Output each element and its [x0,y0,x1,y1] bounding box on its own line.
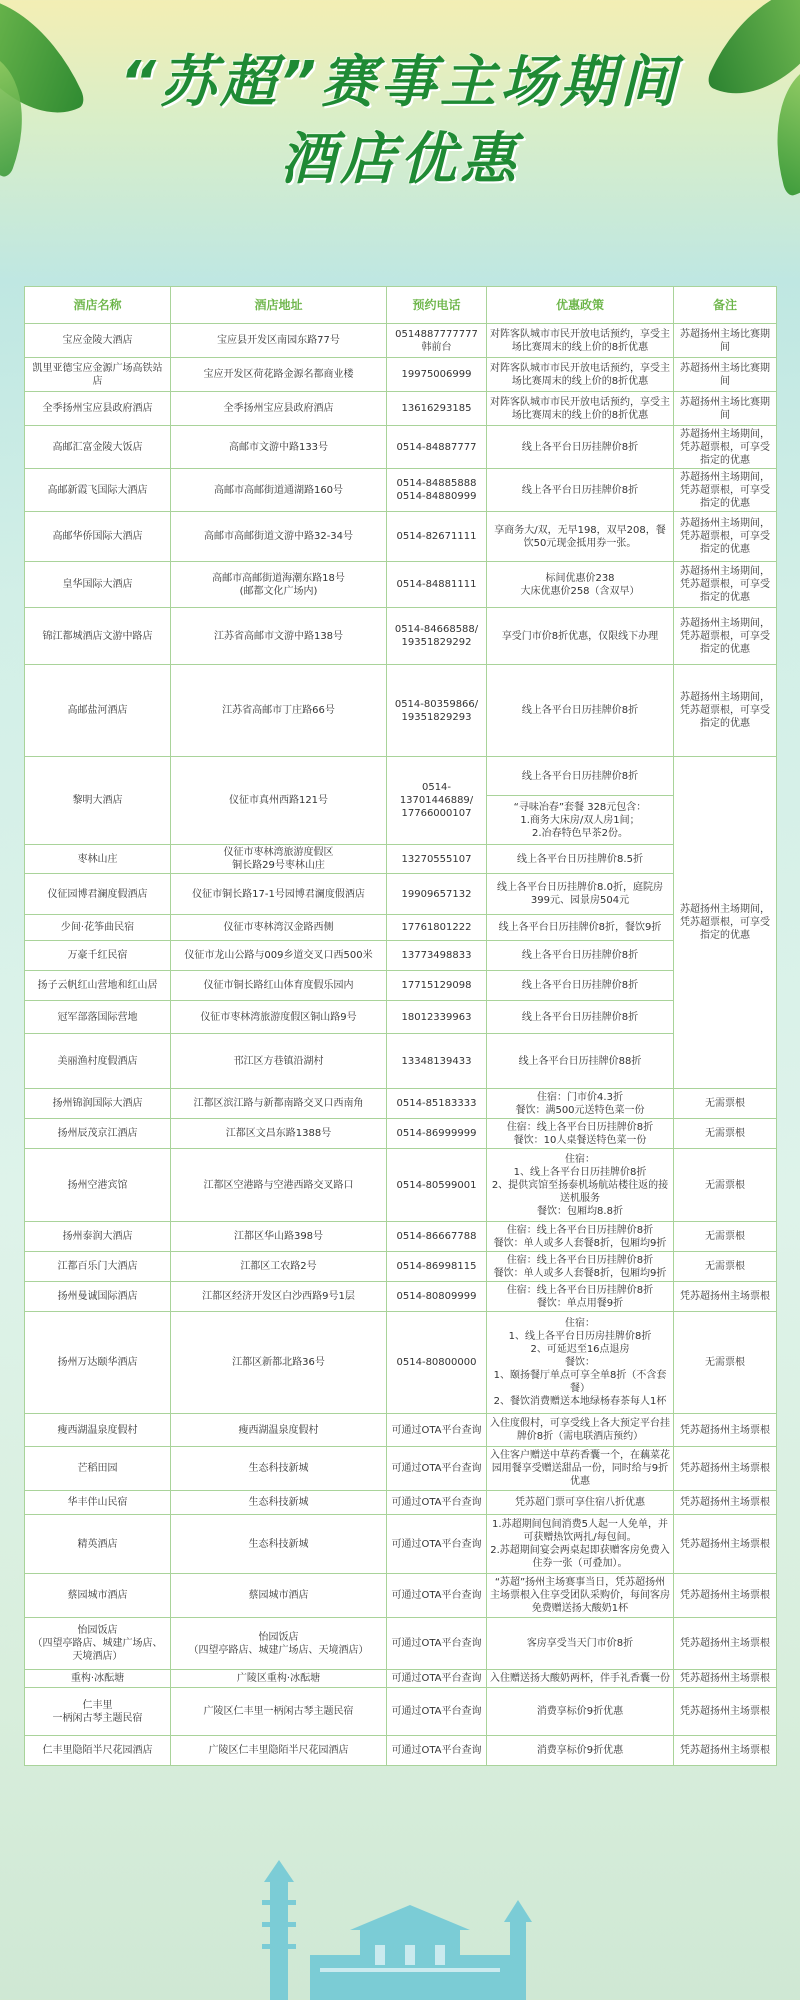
hotel-name: 扬州万达颐华酒店 [25,1312,171,1414]
hotel-phone: 0514-80359866/ 19351829293 [387,665,487,757]
table-row [25,1688,777,1736]
hotel-name: 美丽渔村度假酒店 [25,1034,171,1089]
hotel-phone: 0514-86998115 [387,1252,487,1282]
hotel-discount-table [24,286,777,1766]
hotel-name: 仪征园博君澜度假酒店 [25,874,171,915]
hotel-policy: 住宿：线上各平台日历挂牌价8折 餐饮：单人或多人套餐8折，包厢均9折 [487,1222,674,1252]
hotel-note: 苏超扬州主场比赛期间 [674,358,777,392]
table-row [25,1736,777,1766]
hotel-phone: 0514-84668588/ 19351829292 [387,608,487,665]
hotel-address: 仪征市铜长路17-1号园博君澜度假酒店 [171,874,387,915]
hotel-phone: 13616293185 [387,392,487,426]
hotel-name: 扬州泰润大酒店 [25,1222,171,1252]
hotel-phone: 0514-80800000 [387,1312,487,1414]
hotel-address: 蔡园城市酒店 [171,1574,387,1618]
slender-west-lake-building-illustration [250,1860,570,2000]
hotel-note: 无需票根 [674,1312,777,1414]
hotel-phone: 19909657132 [387,874,487,915]
hotel-note: 苏超扬州主场期间，凭苏超票根，可享受指定的优惠 [674,512,777,562]
hotel-phone: 0514- 13701446889/ 17766000107 [387,757,487,845]
hotel-address: 江都区空港路与空港西路交叉路口 [171,1149,387,1222]
hotel-address: 江都区文昌东路1388号 [171,1119,387,1149]
hotel-note: 凭苏超扬州主场票根 [674,1574,777,1618]
hotel-phone: 0514-84881111 [387,562,487,608]
table-row [25,1089,777,1119]
hotel-address: 高邮市高邮街道海潮东路18号 (邮都文化广场内) [171,562,387,608]
hotel-phone: 0514-80599001 [387,1149,487,1222]
table-row [25,1414,777,1447]
hotel-policy: 对阵客队城市市民开放电话预约，享受主场比赛周末的线上价的8折优惠 [487,358,674,392]
hotel-phone: 0514887777777 韩前台 [387,324,487,358]
hotel-policy: 线上各平台日历挂牌价8折 [487,757,674,796]
table-row [25,608,777,665]
table-row [25,1618,777,1670]
table-row [25,1119,777,1149]
hotel-policy: 线上各平台日历挂牌价8折 [487,941,674,971]
table-row [25,874,777,915]
hotel-phone: 19975006999 [387,358,487,392]
header-hotel-name: 酒店名称 [25,287,171,324]
hotel-phone: 可通过OTA平台查询 [387,1574,487,1618]
hotel-phone: 可通过OTA平台查询 [387,1515,487,1574]
hotel-policy: 1.苏超期间包间消费5人起一人免单，并可获赠热饮两扎/每包间。 2.苏超期间宴会两桌起即获赠客房免费入住券一张（可叠加）。 [487,1515,674,1574]
hotel-phone: 可通过OTA平台查询 [387,1447,487,1491]
hotel-address: 全季扬州宝应县政府酒店 [171,392,387,426]
hotel-policy: 线上各平台日历挂牌价8折 [487,971,674,1001]
hotel-name: 黎明大酒店 [25,757,171,845]
hotel-address: 仪征市真州西路121号 [171,757,387,845]
hotel-address: 宝应开发区荷花路金源名都商业楼 [171,358,387,392]
hotel-name: 仁丰里 一柄闲古琴主题民宿 [25,1688,171,1736]
table-row [25,941,777,971]
hotel-phone: 可通过OTA平台查询 [387,1414,487,1447]
hotel-policy: 消费享标价9折优惠 [487,1736,674,1766]
hotel-note: 凭苏超扬州主场票根 [674,1447,777,1491]
hotel-name: 高邮盐河酒店 [25,665,171,757]
hotel-phone: 13348139433 [387,1034,487,1089]
table-row [25,358,777,392]
header-phone: 预约电话 [387,287,487,324]
hotel-policy: 消费享标价9折优惠 [487,1688,674,1736]
hotel-note: 无需票根 [674,1149,777,1222]
hotel-note: 苏超扬州主场比赛期间 [674,392,777,426]
hotel-policy: 线上各平台日历挂牌价8折 [487,665,674,757]
table-row [25,915,777,941]
hotel-name: 高邮汇富金陵大饭店 [25,426,171,469]
hotel-policy: 入住赠送扬大酸奶两杯，伴手礼香囊一份 [487,1670,674,1688]
page-title-line2: 酒店优惠 [280,127,520,192]
table-row [25,1282,777,1312]
hotel-policy: 住宿：线上各平台日历挂牌价8折 餐饮：10人桌餐送特色菜一份 [487,1119,674,1149]
table-row [25,562,777,608]
table-row [25,1252,777,1282]
table-row [25,971,777,1001]
header-policy: 优惠政策 [487,287,674,324]
hotel-note: 凭苏超扬州主场票根 [674,1282,777,1312]
hotel-name: 少间·花筝曲民宿 [25,915,171,941]
hotel-policy: 凭苏超门票可享住宿八折优惠 [487,1491,674,1515]
hotel-address: 仪征市铜长路红山体育度假乐园内 [171,971,387,1001]
hotel-address: 江苏省高邮市丁庄路66号 [171,665,387,757]
hotel-name: 宝应金陵大酒店 [25,324,171,358]
hotel-phone: 0514-86999999 [387,1119,487,1149]
hotel-address: 仪征市龙山公路与009乡道交叉口西500米 [171,941,387,971]
hotel-name: 芒稻田园 [25,1447,171,1491]
hotel-phone: 可通过OTA平台查询 [387,1491,487,1515]
hotel-phone: 可通过OTA平台查询 [387,1670,487,1688]
hotel-policy: 线上各平台日历挂牌价8折，餐饮9折 [487,915,674,941]
hotel-phone: 17715129098 [387,971,487,1001]
table-row [25,1222,777,1252]
hotel-policy: 线上各平台日历挂牌价88折 [487,1034,674,1089]
hotel-address: 生态科技新城 [171,1447,387,1491]
hotel-name: 仁丰里隐陌半尺花园酒店 [25,1736,171,1766]
header-note: 备注 [674,287,777,324]
hotel-address: 江都区滨江路与新都南路交叉口西南角 [171,1089,387,1119]
hotel-name: 皇华国际大酒店 [25,562,171,608]
hotel-policy: 客房享受当天门市价8折 [487,1618,674,1670]
table-row [25,1670,777,1688]
hotel-note: 凭苏超扬州主场票根 [674,1491,777,1515]
hotel-policy: 住宿： 1、线上各平台日历挂牌价8折 2、提供宾馆至扬泰机场航站楼往返的接送机服务 餐饮：包厢均8.8折 [487,1149,674,1222]
table-row [25,1034,777,1089]
hotel-policy: 住宿：门市价4.3折 餐饮：满500元送特色菜一份 [487,1089,674,1119]
hotel-phone: 0514-82671111 [387,512,487,562]
hotel-name: 瘦西湖温泉度假村 [25,1414,171,1447]
table-row [25,1001,777,1034]
hotel-note: 凭苏超扬州主场票根 [674,1618,777,1670]
hotel-phone: 0514-85183333 [387,1089,487,1119]
hotel-name: 万豪千红民宿 [25,941,171,971]
hotel-phone: 17761801222 [387,915,487,941]
hotel-note: 苏超扬州主场期间，凭苏超票根，可享受指定的优惠 [674,562,777,608]
table-row [25,1515,777,1574]
hotel-address: 高邮市高邮街道通湖路160号 [171,469,387,512]
hotel-policy: 住宿：线上各平台日历挂牌价8折 餐饮：单人或多人套餐8折，包厢均9折 [487,1252,674,1282]
hotel-address: 仪征市枣林湾汉金路西侧 [171,915,387,941]
hotel-name: 高邮新霞飞国际大酒店 [25,469,171,512]
table-row [25,1312,777,1414]
table-row [25,845,777,874]
hotel-address: 邗江区方巷镇沿湖村 [171,1034,387,1089]
hotel-note: 无需票根 [674,1119,777,1149]
hotel-name: 重构·冰酝塘 [25,1670,171,1688]
hotel-note: 无需票根 [674,1089,777,1119]
table-row [25,1491,777,1515]
header-hotel-address: 酒店地址 [171,287,387,324]
hotel-name: 扬州辰茂京江酒店 [25,1119,171,1149]
hotel-policy: 线上各平台日历挂牌价8.5折 [487,845,674,874]
hotel-name: 精英酒店 [25,1515,171,1574]
hotel-policy: 入住客户赠送中草药香囊一个，在藕菜花园用餐享受赠送甜品一份，同时给与9折优惠 [487,1447,674,1491]
hotel-note: 无需票根 [674,1252,777,1282]
hotel-address: 生态科技新城 [171,1515,387,1574]
hotel-phone: 0514-84887777 [387,426,487,469]
hotel-address: 高邮市文游中路133号 [171,426,387,469]
hotel-address: 江苏省高邮市文游中路138号 [171,608,387,665]
hotel-name: 锦江都城酒店文游中路店 [25,608,171,665]
hotel-note: 苏超扬州主场期间，凭苏超票根，可享受指定的优惠 [674,757,777,1089]
table-row [25,392,777,426]
hotel-policy: 线上各平台日历挂牌价8折 [487,426,674,469]
hotel-name: 蔡园城市酒店 [25,1574,171,1618]
table-row [25,324,777,358]
hotel-policy: 入住度假村，可享受线上各大预定平台挂牌价8折（需电联酒店预约） [487,1414,674,1447]
hotel-address: 瘦西湖温泉度假村 [171,1414,387,1447]
hotel-address: 广陵区重构·冰酝塘 [171,1670,387,1688]
hotel-address: 怡园饭店 （四望亭路店、城建广场店、天境酒店） [171,1618,387,1670]
hotel-name: 江都百乐门大酒店 [25,1252,171,1282]
hotel-phone: 13773498833 [387,941,487,971]
hotel-policy-package: “寻味冶春”套餐 328元包含： 1.商务大床房/双人房1间； 2.冶春特色早茶2份。 [487,796,674,845]
hotel-address: 宝应县开发区南园东路77号 [171,324,387,358]
table-row [25,1447,777,1491]
hotel-phone: 13270555107 [387,845,487,874]
hotel-note: 苏超扬州主场期间，凭苏超票根，可享受指定的优惠 [674,665,777,757]
hotel-name: 冠军部落国际营地 [25,1001,171,1034]
table-row [25,757,777,796]
hotel-note: 苏超扬州主场期间，凭苏超票根，可享受指定的优惠 [674,426,777,469]
hotel-note: 苏超扬州主场期间，凭苏超票根，可享受指定的优惠 [674,469,777,512]
hotel-policy: 对阵客队城市市民开放电话预约，享受主场比赛周末的线上价的8折优惠 [487,324,674,358]
hotel-policy: 标间优惠价238 大床优惠价258（含双早） [487,562,674,608]
hotel-phone: 0514-84885888 0514-84880999 [387,469,487,512]
hotel-policy: “苏超”扬州主场赛事当日，凭苏超扬州主场票根入住享受团队采购价，每间客房免费赠送扬大酸奶1杯 [487,1574,674,1618]
hotel-phone: 0514-86667788 [387,1222,487,1252]
hotel-note: 凭苏超扬州主场票根 [674,1414,777,1447]
hotel-name: 怡园饭店 （四望亭路店、城建广场店、天境酒店） [25,1618,171,1670]
hotel-address: 江都区华山路398号 [171,1222,387,1252]
hotel-policy: 线上各平台日历挂牌价8折 [487,469,674,512]
table-row [25,1574,777,1618]
hotel-note: 无需票根 [674,1222,777,1252]
hotel-name: 枣林山庄 [25,845,171,874]
table-row [25,1149,777,1222]
hotel-name: 扬子云帆红山营地和红山居 [25,971,171,1001]
hotel-policy: 线上各平台日历挂牌价8折 [487,1001,674,1034]
table-row [25,665,777,757]
page-title-line1: “苏超”赛事主场期间 [119,50,681,115]
hotel-policy: 线上各平台日历挂牌价8.0折，庭院房399元、园景房504元 [487,874,674,915]
hotel-note: 凭苏超扬州主场票根 [674,1736,777,1766]
hotel-phone: 可通过OTA平台查询 [387,1736,487,1766]
hotel-policy: 享受门市价8折优惠，仅限线下办理 [487,608,674,665]
hotel-address: 江都区经济开发区白沙西路9号1层 [171,1282,387,1312]
hotel-address: 广陵区仁丰里一柄闲古琴主题民宿 [171,1688,387,1736]
hotel-phone: 可通过OTA平台查询 [387,1688,487,1736]
hotel-address: 生态科技新城 [171,1491,387,1515]
hotel-name: 扬州空港宾馆 [25,1149,171,1222]
table-header-row [25,287,777,324]
hotel-address: 广陵区仁丰里隐陌半尺花园酒店 [171,1736,387,1766]
hotel-note: 凭苏超扬州主场票根 [674,1688,777,1736]
hotel-note: 苏超扬州主场比赛期间 [674,324,777,358]
hotel-note: 苏超扬州主场期间，凭苏超票根，可享受指定的优惠 [674,608,777,665]
hotel-address: 仪征市枣林湾旅游度假区铜山路9号 [171,1001,387,1034]
hotel-policy: 住宿：线上各平台日历挂牌价8折 餐饮：单点用餐9折 [487,1282,674,1312]
table-row [25,426,777,469]
hotel-name: 扬州锦润国际大酒店 [25,1089,171,1119]
hotel-policy: 对阵客队城市市民开放电话预约，享受主场比赛周末的线上价的8折优惠 [487,392,674,426]
hotel-address: 仪征市枣林湾旅游度假区 铜长路29号枣林山庄 [171,845,387,874]
hotel-name: 凯里亚德宝应金源广场高铁站店 [25,358,171,392]
hotel-address: 高邮市高邮街道文游中路32-34号 [171,512,387,562]
hotel-phone: 0514-80809999 [387,1282,487,1312]
table-row [25,512,777,562]
hotel-note: 凭苏超扬州主场票根 [674,1670,777,1688]
hotel-address: 江都区新都北路36号 [171,1312,387,1414]
hotel-name: 全季扬州宝应县政府酒店 [25,392,171,426]
hotel-phone: 18012339963 [387,1001,487,1034]
table-row [25,469,777,512]
hotel-name: 华丰伴山民宿 [25,1491,171,1515]
hotel-note: 凭苏超扬州主场票根 [674,1515,777,1574]
hotel-policy: 享商务大/双，无早198，双早208，餐饮50元现金抵用券一张。 [487,512,674,562]
hotel-name: 高邮华侨国际大酒店 [25,512,171,562]
hotel-name: 扬州曼诚国际酒店 [25,1282,171,1312]
hotel-policy: 住宿： 1、线上各平台日历房挂牌价8折 2、可延迟至16点退房 餐饮： 1、颐扬餐厅单点可享全单8折（不含套餐） 2、餐饮消费赠送本地绿杨春茶每人1杯 [487,1312,674,1414]
hotel-phone: 可通过OTA平台查询 [387,1618,487,1670]
hotel-address: 江都区工农路2号 [171,1252,387,1282]
